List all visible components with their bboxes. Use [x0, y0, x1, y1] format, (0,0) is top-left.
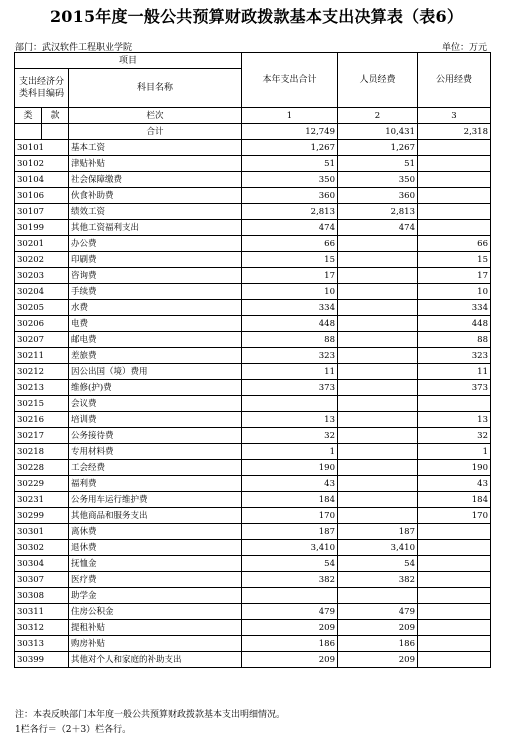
row-personnel [338, 300, 418, 316]
row-total: 448 [242, 316, 338, 332]
table-row [15, 412, 491, 428]
row-personnel [338, 348, 418, 364]
row-total: 3,410 [242, 540, 338, 556]
row-personnel: 360 [338, 188, 418, 204]
row-total: 88 [242, 332, 338, 348]
row-personnel: 209 [338, 652, 418, 668]
row-code: 30107 [15, 204, 69, 220]
row-public [418, 524, 491, 540]
table-row [15, 348, 491, 364]
row-subject-name: 医疗费 [69, 572, 242, 588]
table-row [15, 636, 491, 652]
row-subject-name: 提租补贴 [69, 620, 242, 636]
row-total: 474 [242, 220, 338, 236]
index-2: 2 [338, 108, 418, 124]
row-public: 184 [418, 492, 491, 508]
row-total: 15 [242, 252, 338, 268]
row-code: 30216 [15, 412, 69, 428]
row-code: 30207 [15, 332, 69, 348]
row-public [418, 652, 491, 668]
row-public [418, 140, 491, 156]
sum-personnel: 10,431 [338, 124, 418, 140]
row-public: 32 [418, 428, 491, 444]
sum-public: 2,318 [418, 124, 491, 140]
header-public: 公用经费 [418, 53, 491, 108]
header-kuan: 款 [42, 108, 69, 124]
row-subject-name: 印刷费 [69, 252, 242, 268]
row-subject-name: 邮电费 [69, 332, 242, 348]
row-subject-name: 津贴补贴 [69, 156, 242, 172]
row-public: 13 [418, 412, 491, 428]
row-personnel [338, 588, 418, 604]
unit-label: 单位：万元 [441, 43, 487, 53]
row-total: 1,267 [242, 140, 338, 156]
row-personnel: 187 [338, 524, 418, 540]
row-subject-name: 其他工资福利支出 [69, 220, 242, 236]
header-lei: 类 [15, 108, 42, 124]
table-row [15, 396, 491, 412]
row-subject-name: 培训费 [69, 412, 242, 428]
row-code: 30202 [15, 252, 69, 268]
row-personnel [338, 284, 418, 300]
row-public: 323 [418, 348, 491, 364]
row-code: 30199 [15, 220, 69, 236]
row-personnel [338, 380, 418, 396]
row-public [418, 636, 491, 652]
row-subject-name: 差旅费 [69, 348, 242, 364]
header-subject-name: 科目名称 [69, 69, 242, 108]
table-row [15, 572, 491, 588]
row-personnel: 479 [338, 604, 418, 620]
table-row [15, 156, 491, 172]
table-row [15, 380, 491, 396]
expenditure-table [14, 52, 491, 668]
footnote-1: 注：本表反映部门本年度一般公共预算财政拨款基本支出明细情况。 [15, 710, 286, 720]
row-code: 30212 [15, 364, 69, 380]
sum-total: 12,749 [242, 124, 338, 140]
row-code: 30213 [15, 380, 69, 396]
table-row [15, 268, 491, 284]
row-total: 51 [242, 156, 338, 172]
row-code: 30308 [15, 588, 69, 604]
row-subject-name: 会议费 [69, 396, 242, 412]
row-code: 30106 [15, 188, 69, 204]
row-subject-name: 其他对个人和家庭的补助支出 [69, 652, 242, 668]
row-personnel: 350 [338, 172, 418, 188]
row-subject-name: 维修(护)费 [69, 380, 242, 396]
row-total: 334 [242, 300, 338, 316]
row-subject-name: 手续费 [69, 284, 242, 300]
row-code: 30206 [15, 316, 69, 332]
row-public [418, 188, 491, 204]
row-public: 10 [418, 284, 491, 300]
row-code: 30217 [15, 428, 69, 444]
row-total: 190 [242, 460, 338, 476]
row-code: 30101 [15, 140, 69, 156]
row-code: 30104 [15, 172, 69, 188]
row-personnel: 1,267 [338, 140, 418, 156]
row-subject-name: 咨询费 [69, 268, 242, 284]
row-subject-name: 住房公积金 [69, 604, 242, 620]
department-label: 部门：武汉软件工程职业学院 [15, 43, 133, 53]
row-subject-name: 伙食补助费 [69, 188, 242, 204]
row-code: 30301 [15, 524, 69, 540]
row-public [418, 540, 491, 556]
row-personnel: 382 [338, 572, 418, 588]
sum-row [15, 124, 491, 140]
row-total: 479 [242, 604, 338, 620]
table-row [15, 140, 491, 156]
table-row [15, 220, 491, 236]
table-row [15, 284, 491, 300]
footnote-2: 1栏各行＝（2＋3）栏各行。 [15, 725, 132, 735]
row-code: 30313 [15, 636, 69, 652]
row-personnel: 186 [338, 636, 418, 652]
row-subject-name: 公务接待费 [69, 428, 242, 444]
row-code: 30201 [15, 236, 69, 252]
row-total: 17 [242, 268, 338, 284]
row-public: 190 [418, 460, 491, 476]
row-total: 350 [242, 172, 338, 188]
row-public [418, 620, 491, 636]
row-personnel [338, 508, 418, 524]
row-subject-name: 离休费 [69, 524, 242, 540]
row-public [418, 220, 491, 236]
row-public: 88 [418, 332, 491, 348]
row-code: 30228 [15, 460, 69, 476]
row-code: 30299 [15, 508, 69, 524]
table-row [15, 508, 491, 524]
row-subject-name: 抚恤金 [69, 556, 242, 572]
row-code: 30304 [15, 556, 69, 572]
row-subject-name: 办公费 [69, 236, 242, 252]
header-personnel: 人员经费 [338, 53, 418, 108]
row-personnel [338, 492, 418, 508]
row-total: 382 [242, 572, 338, 588]
table-row [15, 556, 491, 572]
row-public: 43 [418, 476, 491, 492]
row-code: 30205 [15, 300, 69, 316]
row-subject-name: 助学金 [69, 588, 242, 604]
row-public: 373 [418, 380, 491, 396]
index-row [15, 108, 491, 124]
table-row [15, 300, 491, 316]
row-subject-name: 水费 [69, 300, 242, 316]
row-public: 11 [418, 364, 491, 380]
table-row [15, 460, 491, 476]
table-row [15, 524, 491, 540]
table-row [15, 204, 491, 220]
sum-label: 合计 [69, 124, 242, 140]
row-public: 448 [418, 316, 491, 332]
row-public [418, 156, 491, 172]
table-row [15, 364, 491, 380]
row-total [242, 396, 338, 412]
row-total: 1 [242, 444, 338, 460]
row-personnel [338, 364, 418, 380]
row-public [418, 588, 491, 604]
row-public [418, 556, 491, 572]
row-total: 54 [242, 556, 338, 572]
row-subject-name: 社会保障缴费 [69, 172, 242, 188]
row-total [242, 588, 338, 604]
header-lanci: 栏次 [69, 108, 242, 124]
row-subject-name: 退休费 [69, 540, 242, 556]
row-public: 15 [418, 252, 491, 268]
table-row [15, 588, 491, 604]
row-total: 32 [242, 428, 338, 444]
row-code: 30215 [15, 396, 69, 412]
row-subject-name: 购房补贴 [69, 636, 242, 652]
row-personnel [338, 268, 418, 284]
table-row [15, 428, 491, 444]
row-personnel: 474 [338, 220, 418, 236]
row-personnel: 209 [338, 620, 418, 636]
row-total: 323 [242, 348, 338, 364]
row-subject-name: 基本工资 [69, 140, 242, 156]
row-personnel [338, 460, 418, 476]
row-code: 30203 [15, 268, 69, 284]
row-total: 43 [242, 476, 338, 492]
row-personnel [338, 444, 418, 460]
row-subject-name: 公务用车运行维护费 [69, 492, 242, 508]
row-total: 373 [242, 380, 338, 396]
header-row-project [15, 53, 491, 69]
table-row [15, 188, 491, 204]
row-personnel [338, 316, 418, 332]
row-public: 1 [418, 444, 491, 460]
row-code: 30211 [15, 348, 69, 364]
header-project: 项目 [15, 53, 242, 69]
row-public [418, 396, 491, 412]
row-total: 66 [242, 236, 338, 252]
table-row [15, 540, 491, 556]
row-code: 30307 [15, 572, 69, 588]
row-personnel [338, 252, 418, 268]
row-personnel: 54 [338, 556, 418, 572]
row-code: 30218 [15, 444, 69, 460]
row-total: 209 [242, 620, 338, 636]
row-total: 187 [242, 524, 338, 540]
row-subject-name: 其他商品和服务支出 [69, 508, 242, 524]
sum-kuan-blank [42, 124, 69, 140]
row-public [418, 172, 491, 188]
row-personnel: 3,410 [338, 540, 418, 556]
page-title: 2015年度一般公共预算财政拨款基本支出决算表（表6） [49, 7, 464, 26]
row-subject-name: 绩效工资 [69, 204, 242, 220]
row-public: 170 [418, 508, 491, 524]
row-personnel [338, 332, 418, 348]
table-row [15, 652, 491, 668]
row-total: 360 [242, 188, 338, 204]
row-public: 17 [418, 268, 491, 284]
row-total: 209 [242, 652, 338, 668]
row-personnel: 2,813 [338, 204, 418, 220]
row-code: 30229 [15, 476, 69, 492]
row-total: 10 [242, 284, 338, 300]
table-row [15, 620, 491, 636]
table-row [15, 476, 491, 492]
row-code: 30312 [15, 620, 69, 636]
row-public: 334 [418, 300, 491, 316]
row-personnel [338, 428, 418, 444]
table-row [15, 172, 491, 188]
row-subject-name: 专用材料费 [69, 444, 242, 460]
row-code: 30399 [15, 652, 69, 668]
row-code: 30311 [15, 604, 69, 620]
row-total: 170 [242, 508, 338, 524]
row-personnel [338, 236, 418, 252]
row-subject-name: 福利费 [69, 476, 242, 492]
table-row [15, 316, 491, 332]
index-3: 3 [418, 108, 491, 124]
table-row [15, 252, 491, 268]
table-row [15, 604, 491, 620]
row-code: 30302 [15, 540, 69, 556]
row-personnel [338, 476, 418, 492]
row-public [418, 204, 491, 220]
header-class-code: 支出经济分类科目编码 [15, 69, 69, 108]
table-row [15, 236, 491, 252]
row-subject-name: 因公出国（境）费用 [69, 364, 242, 380]
row-code: 30204 [15, 284, 69, 300]
sum-code-blank [15, 124, 42, 140]
header-total: 本年支出合计 [242, 53, 338, 108]
row-subject-name: 电费 [69, 316, 242, 332]
row-code: 30231 [15, 492, 69, 508]
row-code: 30102 [15, 156, 69, 172]
row-total: 186 [242, 636, 338, 652]
row-public [418, 572, 491, 588]
row-total: 13 [242, 412, 338, 428]
row-total: 184 [242, 492, 338, 508]
table-row [15, 492, 491, 508]
row-subject-name: 工会经费 [69, 460, 242, 476]
row-personnel [338, 412, 418, 428]
index-1: 1 [242, 108, 338, 124]
table-row [15, 332, 491, 348]
row-total: 11 [242, 364, 338, 380]
row-personnel [338, 396, 418, 412]
row-personnel: 51 [338, 156, 418, 172]
row-public [418, 604, 491, 620]
row-public: 66 [418, 236, 491, 252]
row-total: 2,813 [242, 204, 338, 220]
table-row [15, 444, 491, 460]
